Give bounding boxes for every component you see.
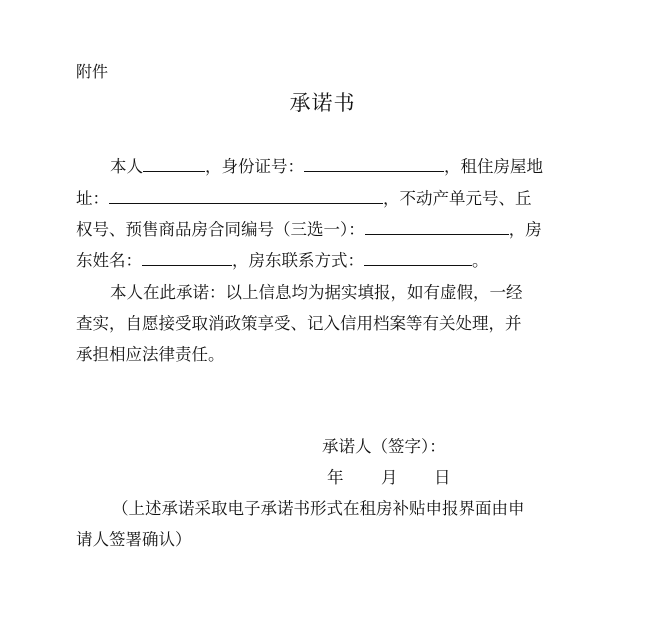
para1-line2 xyxy=(76,189,532,209)
text-segment: 本人 xyxy=(110,157,143,176)
para2-line2: 查实，自愿接受取消政策享受、记入信用档案等有关处理，并 xyxy=(76,314,522,333)
text-segment: ，房东联系方式： xyxy=(232,251,364,270)
text-segment: 址： xyxy=(76,189,109,208)
note-line1: （上述承诺采取电子承诺书形式在租房补贴申报界面由申 xyxy=(112,499,525,518)
para2-line3: 承担相应法律责任。 xyxy=(76,345,225,364)
text-segment: 东姓名： xyxy=(76,251,142,270)
name-blank xyxy=(143,157,205,172)
para2-line1: 本人在此承诺：以上信息均为据实填报，如有虚假，一经 xyxy=(110,283,523,302)
date-day: 日 xyxy=(434,468,451,487)
text-segment: ，房 xyxy=(508,220,542,239)
text-segment: 。 xyxy=(472,251,489,270)
para1-line3 xyxy=(76,220,542,240)
attachment-label: 附件 xyxy=(76,62,109,81)
para1-line1 xyxy=(110,157,543,177)
date-month: 月 xyxy=(381,468,398,487)
document-title: 承诺书 xyxy=(289,91,356,115)
address-blank xyxy=(109,189,383,204)
landlord-contact-blank xyxy=(364,251,472,266)
text-segment: ，不动产单元号、丘 xyxy=(383,189,532,208)
text-segment: ，租住房屋地 xyxy=(444,157,543,176)
property-number-blank xyxy=(365,220,509,235)
para1-line4 xyxy=(76,251,489,271)
text-segment: 权号、预售商品房合同编号（三选一）： xyxy=(76,220,365,239)
note-line2: 请人签署确认） xyxy=(76,530,192,549)
text-segment: ，身份证号： xyxy=(205,157,304,176)
landlord-name-blank xyxy=(142,251,232,266)
signature-label: 承诺人（签字）： xyxy=(322,437,446,456)
date-year: 年 xyxy=(327,468,344,487)
id-number-blank xyxy=(304,157,444,172)
